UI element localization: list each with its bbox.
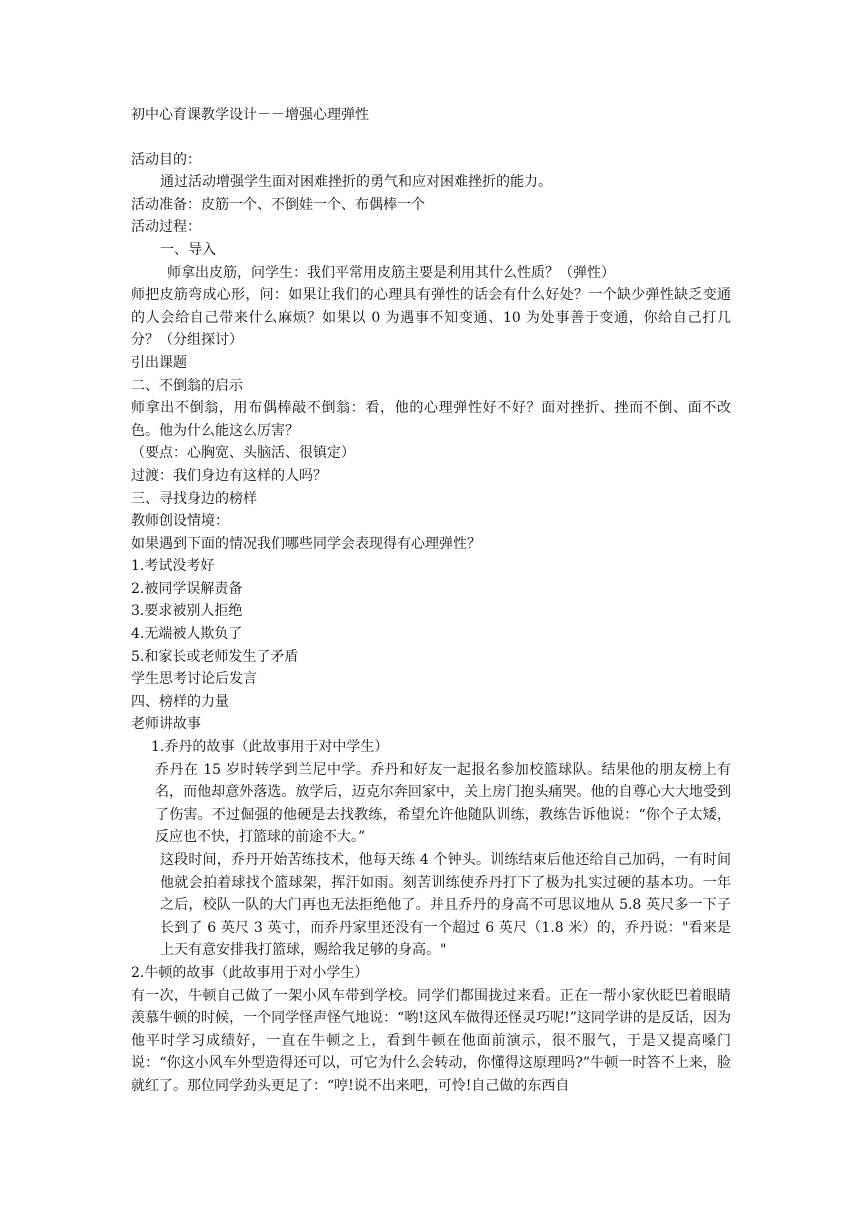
paragraph: 二、不倒翁的启示: [131, 377, 243, 394]
paragraph: 5.和家长或老师发生了矛盾: [131, 648, 299, 665]
paragraph: 4.无端被人欺负了: [131, 626, 243, 643]
paragraph: 这段时间，乔丹开始苦练技术，他每天练 4 个钟头。训练结束后他还给自己加码，一有时间他就会拍着球找个篮球架，挥汗如雨。刻苦训练使乔丹打下了极为扎实过硬的基本功。一年之后，校队一队的大门再也无法拒绝他了。并且乔丹的身高不可思议地从 5.8 英尺多一下子长到了 6 英尺 3 英寸，而乔丹家里还没有一个超过 6 英尺（1.8 米）的，乔丹说："看来是上天有意安排我打篮球，赐给我足够的身高。": [160, 852, 731, 959]
paragraph: 活动目的：: [131, 151, 201, 168]
paragraph: 老师讲故事: [131, 716, 201, 733]
paragraph: 四、榜样的力量: [131, 693, 229, 710]
document-title: 初中心育课教学设计－－增强心理弹性: [131, 107, 369, 123]
paragraph: 教师创设情境：: [131, 513, 229, 530]
paragraph: 2.牛顿的故事（此故事用于对小学生）: [131, 964, 369, 981]
paragraph: 通过活动增强学生面对困难挫折的勇气和应对困难挫折的能力。: [160, 174, 552, 191]
paragraph: 如果遇到下面的情况我们哪些同学会表现得有心理弹性？: [131, 535, 481, 552]
document-page: [131, 104, 731, 1098]
paragraph: 活动准备：皮筋一个、不倒娃一个、布偶棒一个: [131, 196, 425, 213]
paragraph: 师拿出皮筋，问学生：我们平常用皮筋主要是利用其什么性质？（弹性）: [167, 264, 615, 281]
paragraph: 3.要求被别人拒绝: [131, 603, 243, 620]
paragraph: 过渡：我们身边有这样的人吗？: [131, 467, 327, 484]
paragraph: 2.被同学误解责备: [131, 580, 243, 597]
paragraph: 1.乔丹的故事（此故事用于对中学生）: [151, 739, 389, 756]
paragraph: 一、导入: [160, 241, 216, 258]
paragraph: 引出课题: [131, 354, 187, 371]
paragraph: 三、寻找身边的榜样: [131, 490, 257, 507]
paragraph: 师拿出不倒翁，用布偶棒敲不倒翁：看，他的心理弹性好不好？面对挫折、挫而不倒、面不改色。他为什么能这么厉害？: [131, 400, 731, 439]
paragraph: 活动过程：: [131, 219, 201, 236]
paragraph: （要点：心胸宽、头脑活、很镇定）: [131, 445, 355, 462]
paragraph: 乔丹在 15 岁时转学到兰尼中学。乔丹和好友一起报名参加校篮球队。结果他的朋友榜上有名，而他却意外落选。放学后，迈克尔奔回家中，关上房门抱头痛哭。他的自尊心大大地受到了伤害。不过倔强的他硬是去找教练，希望允许他随队训练，教练告诉他说：“你个子太矮，反应也不快，打篮球的前途不大。”: [155, 761, 731, 846]
paragraph: 学生思考讨论后发言: [131, 671, 257, 688]
paragraph: 1.考试没考好: [131, 558, 215, 575]
document-body: [131, 149, 731, 1098]
paragraph: 师把皮筋弯成心形，问：如果让我们的心理具有弹性的话会有什么好处？一个缺少弹性缺乏变通的人会给自己带来什么麻烦？如果以 0 为遇事不知变通、10 为处事善于变通，你给自己打几分？（分组探讨）: [131, 287, 731, 349]
paragraph: 有一次，牛顿自己做了一架小风车带到学校。同学们都围拢过来看。正在一帮小家伙眨巴着眼睛羡慕牛顿的时候，一个同学怪声怪气地说：“哟!这风车做得还怪灵巧呢!”这同学讲的是反话，因为他平时学习成绩好，一直在牛顿之上，看到牛顿在他面前演示，很不服气，于是又提高嗓门说：“你这小风车外型造得还可以，可它为什么会转动，你懂得这原理吗?”牛顿一时答不上来，脸就红了。那位同学劲头更足了：“哼!说不出来吧，可怜!自己做的东西自: [131, 987, 731, 1094]
